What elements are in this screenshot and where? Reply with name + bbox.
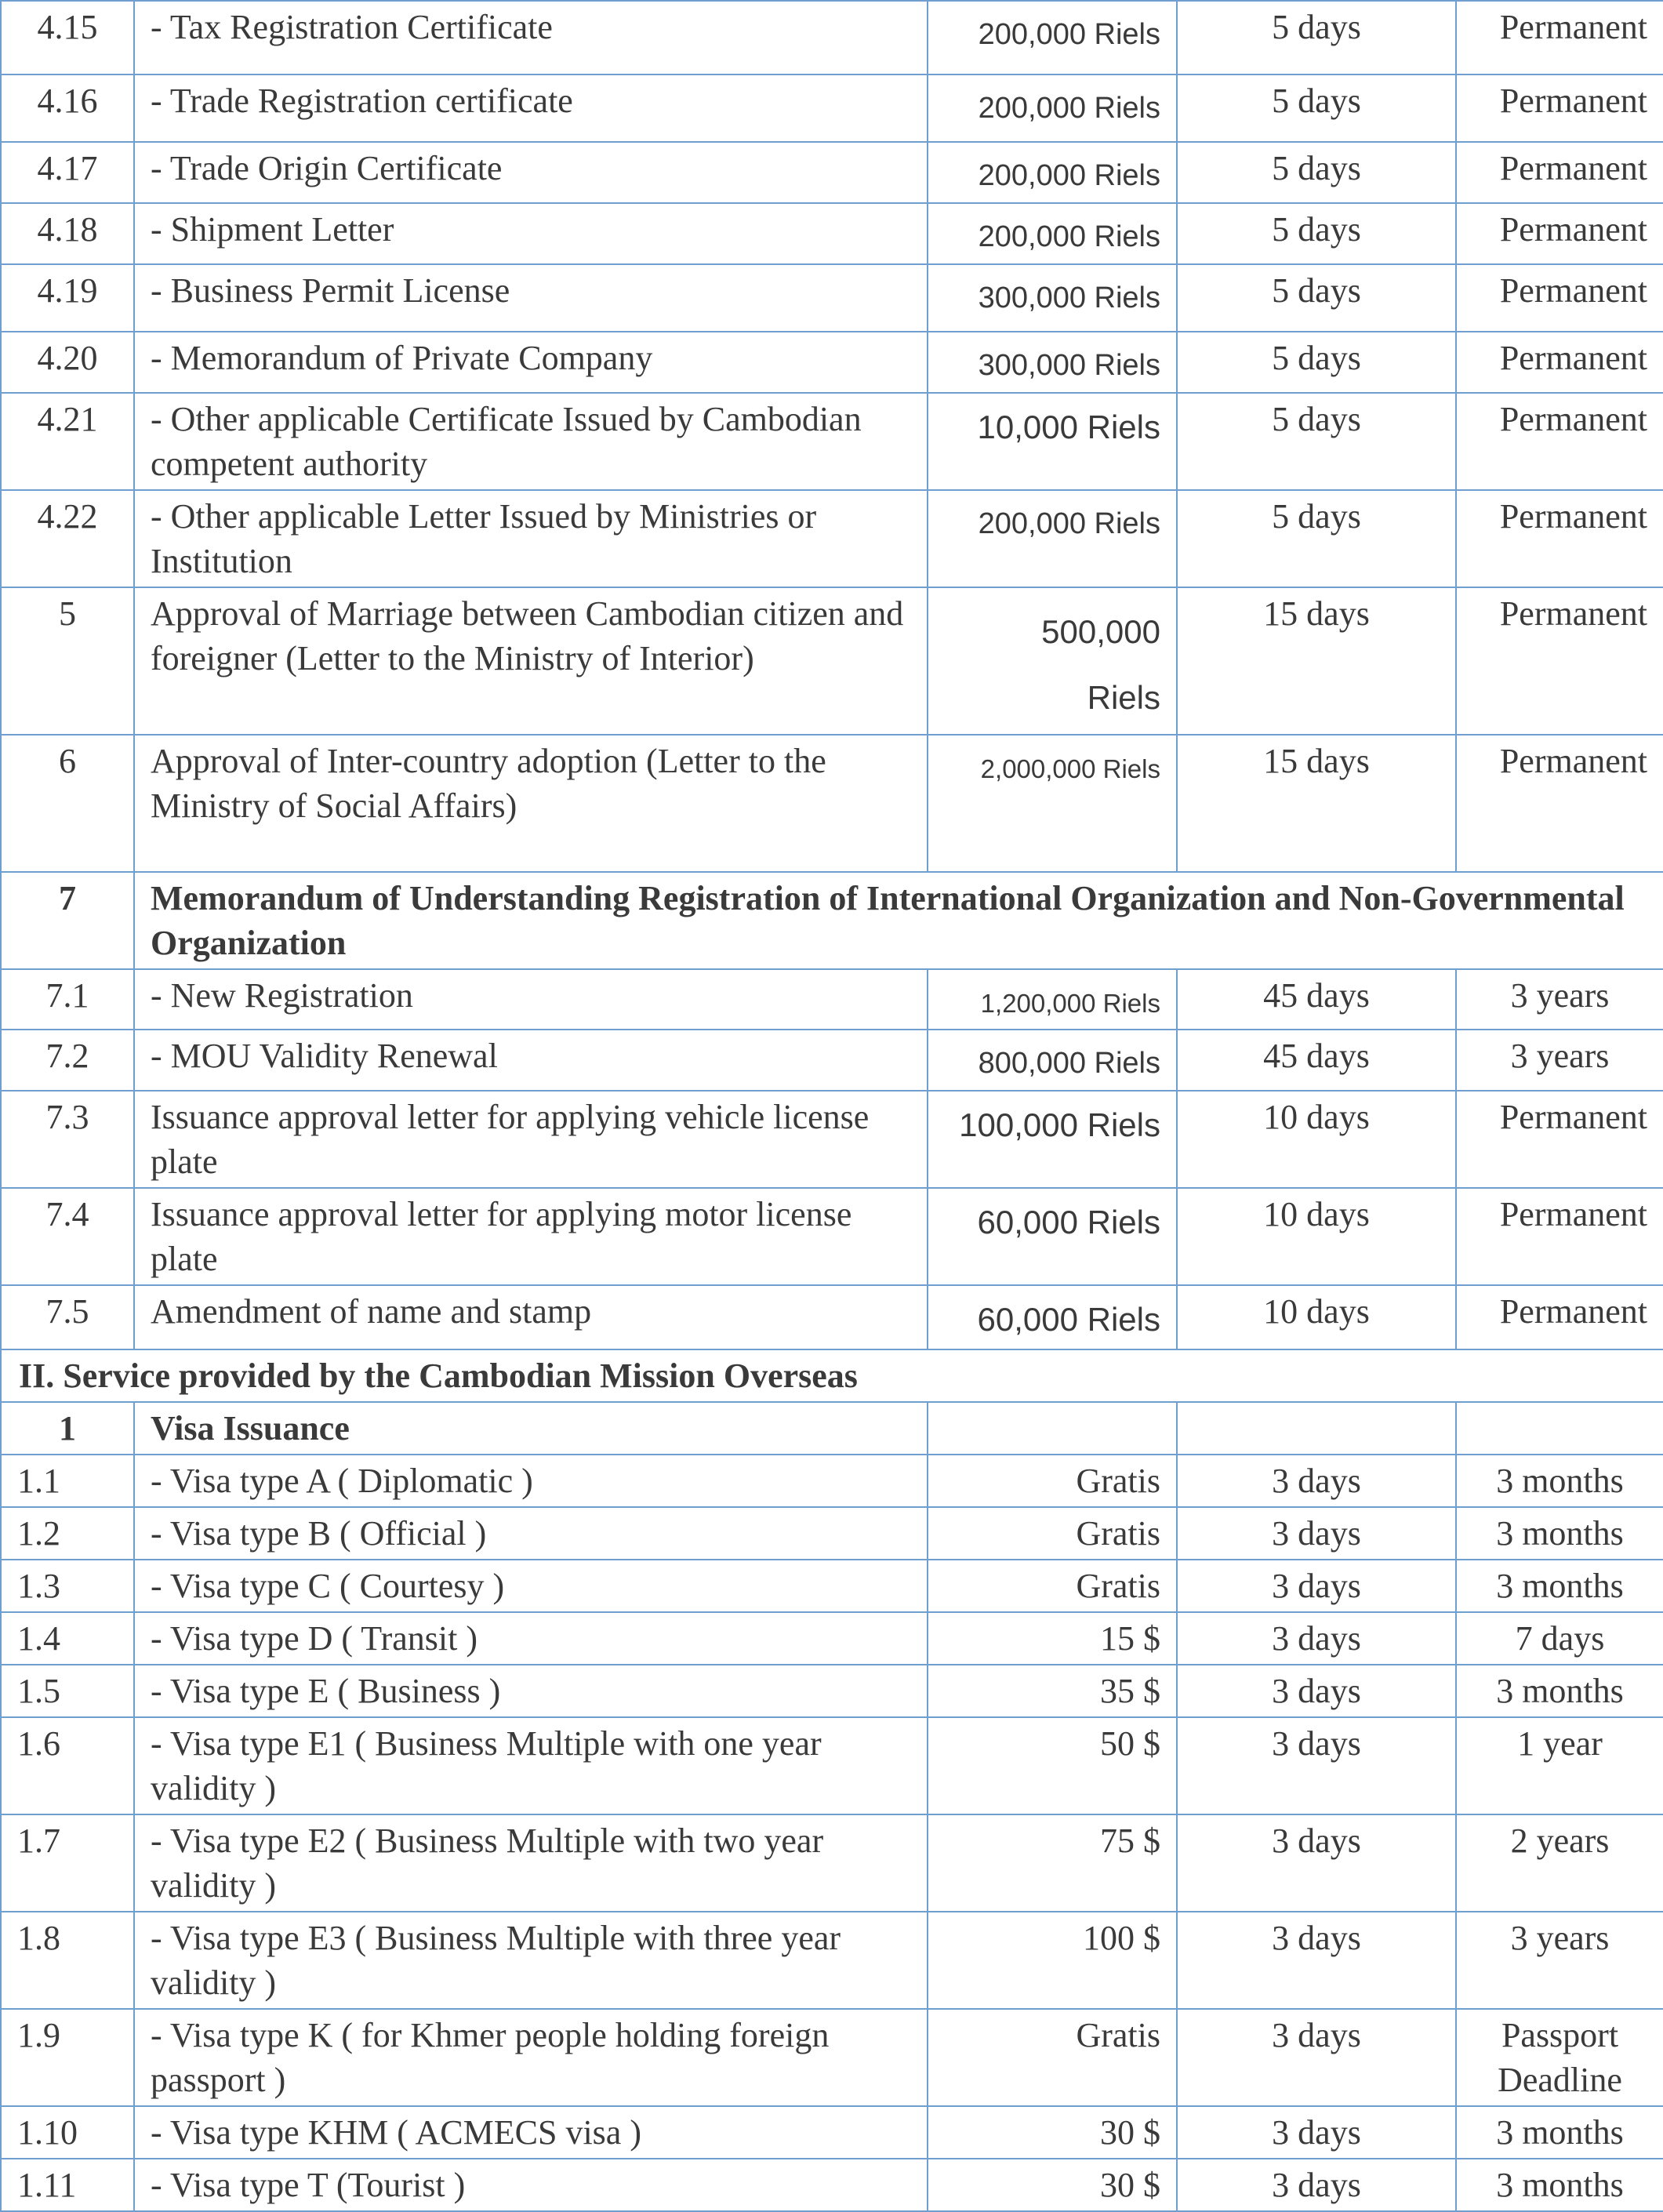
- processing-days: 15 days: [1177, 587, 1456, 735]
- table-row: [1, 393, 1663, 490]
- fee-value: 200,000 Riels: [928, 74, 1177, 142]
- table-row: [1, 1, 1663, 74]
- service-name: Approval of Marriage between Cambodian citizen and foreigner (Letter to the Ministry of Interior): [134, 587, 928, 735]
- service-name: - MOU Validity Renewal: [134, 1030, 928, 1091]
- validity-value: Permanent: [1456, 1, 1663, 74]
- item-number: 1.7: [1, 1814, 134, 1912]
- service-name: Amendment of name and stamp: [134, 1285, 928, 1349]
- table-row: [1, 1455, 1663, 1507]
- processing-days: 45 days: [1177, 1030, 1456, 1091]
- validity-value: 3 months: [1456, 2159, 1663, 2211]
- validity-value: 3 months: [1456, 1455, 1663, 1507]
- section-ii-title: II. Service provided by the Cambodian Mission Overseas: [1, 1349, 1663, 1402]
- service-name: - Visa type K ( for Khmer people holding foreign passport ): [134, 2009, 928, 2106]
- fee-value: Gratis: [928, 1455, 1177, 1507]
- service-name: Approval of Inter-country adoption (Letter to the Ministry of Social Affairs): [134, 735, 928, 872]
- visa-section-header: [1, 1402, 1663, 1455]
- processing-days: 5 days: [1177, 332, 1456, 393]
- service-name: - Trade Origin Certificate: [134, 142, 928, 203]
- item-number: 4.15: [1, 1, 134, 74]
- validity-value: 1 year: [1456, 1717, 1663, 1814]
- table-row: [1, 1030, 1663, 1091]
- item-number: 4.16: [1, 74, 134, 142]
- processing-days: 5 days: [1177, 393, 1456, 490]
- empty-cell: [1177, 1402, 1456, 1455]
- table-row: [1, 2106, 1663, 2159]
- item-number: 7.5: [1, 1285, 134, 1349]
- validity-value: 3 months: [1456, 1507, 1663, 1560]
- service-name: - Visa type E1 ( Business Multiple with one year validity ): [134, 1717, 928, 1814]
- processing-days: 5 days: [1177, 490, 1456, 587]
- table-row: [1, 2009, 1663, 2106]
- service-name: - Visa type T (Tourist ): [134, 2159, 928, 2211]
- validity-value: 3 years: [1456, 969, 1663, 1030]
- fee-amount: 500,000: [1041, 613, 1160, 650]
- validity-value: Permanent: [1456, 74, 1663, 142]
- table-row: [1, 74, 1663, 142]
- service-name: - Memorandum of Private Company: [134, 332, 928, 393]
- item-number: 7.3: [1, 1091, 134, 1188]
- service-name: - Visa type B ( Official ): [134, 1507, 928, 1560]
- item-number: 4.20: [1, 332, 134, 393]
- table-row: [1, 1665, 1663, 1717]
- fee-value: 200,000 Riels: [928, 142, 1177, 203]
- fee-value: 30 $: [928, 2106, 1177, 2159]
- fee-currency: Riels: [1087, 679, 1160, 716]
- processing-days: 10 days: [1177, 1091, 1456, 1188]
- item-number: 4.21: [1, 393, 134, 490]
- fee-value: 1,200,000 Riels: [928, 969, 1177, 1030]
- processing-days: 3 days: [1177, 1612, 1456, 1665]
- fee-value: 200,000 Riels: [928, 203, 1177, 264]
- item-number: 4.22: [1, 490, 134, 587]
- table-row: [1, 1912, 1663, 2009]
- validity-value: Permanent: [1456, 393, 1663, 490]
- item-number: 7.1: [1, 969, 134, 1030]
- item-number: 1.9: [1, 2009, 134, 2106]
- table-row: [1, 1814, 1663, 1912]
- fee-value: 2,000,000 Riels: [928, 735, 1177, 872]
- service-name: - New Registration: [134, 969, 928, 1030]
- section-ii-header: [1, 1349, 1663, 1402]
- fee-value: 35 $: [928, 1665, 1177, 1717]
- processing-days: 10 days: [1177, 1285, 1456, 1349]
- empty-cell: [928, 1402, 1177, 1455]
- service-name: Issuance approval letter for applying motor license plate: [134, 1188, 928, 1285]
- fee-value: 300,000 Riels: [928, 264, 1177, 332]
- processing-days: 15 days: [1177, 735, 1456, 872]
- validity-value: Permanent: [1456, 142, 1663, 203]
- service-name: - Business Permit License: [134, 264, 928, 332]
- table-row: [1, 587, 1663, 735]
- item-number: 1.5: [1, 1665, 134, 1717]
- processing-days: 5 days: [1177, 74, 1456, 142]
- fee-value: 200,000 Riels: [928, 1, 1177, 74]
- processing-days: 5 days: [1177, 142, 1456, 203]
- processing-days: 3 days: [1177, 2009, 1456, 2106]
- fee-value: 300,000 Riels: [928, 332, 1177, 393]
- item-number: 1.3: [1, 1560, 134, 1612]
- validity-value: Passport Deadline: [1456, 2009, 1663, 2106]
- fee-value: 100,000 Riels: [928, 1091, 1177, 1188]
- section-number: 1: [1, 1402, 134, 1455]
- service-name: - Other applicable Letter Issued by Ministries or Institution: [134, 490, 928, 587]
- item-number: 7.2: [1, 1030, 134, 1091]
- fee-value: 10,000 Riels: [928, 393, 1177, 490]
- processing-days: 3 days: [1177, 1455, 1456, 1507]
- mou-section-header: [1, 872, 1663, 969]
- table-row: [1, 264, 1663, 332]
- table-row: [1, 1091, 1663, 1188]
- processing-days: 3 days: [1177, 2159, 1456, 2211]
- item-number: 7.4: [1, 1188, 134, 1285]
- service-name: - Visa type D ( Transit ): [134, 1612, 928, 1665]
- validity-value: 3 years: [1456, 1030, 1663, 1091]
- item-number: 4.18: [1, 203, 134, 264]
- validity-value: 3 months: [1456, 2106, 1663, 2159]
- table-row: [1, 969, 1663, 1030]
- item-number: 1.6: [1, 1717, 134, 1814]
- table-row: [1, 332, 1663, 393]
- item-number: 4.19: [1, 264, 134, 332]
- fee-value: 60,000 Riels: [928, 1285, 1177, 1349]
- processing-days: 3 days: [1177, 1507, 1456, 1560]
- fee-value: 15 $: [928, 1612, 1177, 1665]
- service-name: - Visa type C ( Courtesy ): [134, 1560, 928, 1612]
- validity-value: 3 months: [1456, 1560, 1663, 1612]
- item-number: 5: [1, 587, 134, 735]
- fee-value: 800,000 Riels: [928, 1030, 1177, 1091]
- fee-value: Gratis: [928, 1507, 1177, 1560]
- section-title: Visa Issuance: [134, 1402, 928, 1455]
- processing-days: 3 days: [1177, 1912, 1456, 2009]
- fee-value: 100 $: [928, 1912, 1177, 2009]
- table-row: [1, 490, 1663, 587]
- item-number: 1.11: [1, 2159, 134, 2211]
- table-row: [1, 1285, 1663, 1349]
- processing-days: 5 days: [1177, 264, 1456, 332]
- item-number: 6: [1, 735, 134, 872]
- section-number: 7: [1, 872, 134, 969]
- fee-value: 200,000 Riels: [928, 490, 1177, 587]
- validity-value: Permanent: [1456, 264, 1663, 332]
- service-name: - Visa type E2 ( Business Multiple with two year validity ): [134, 1814, 928, 1912]
- item-number: 1.2: [1, 1507, 134, 1560]
- processing-days: 45 days: [1177, 969, 1456, 1030]
- table-row: [1, 1188, 1663, 1285]
- service-name: - Visa type KHM ( ACMECS visa ): [134, 2106, 928, 2159]
- fee-value: [928, 587, 1177, 735]
- validity-value: Permanent: [1456, 587, 1663, 735]
- fee-value: 75 $: [928, 1814, 1177, 1912]
- validity-value: Permanent: [1456, 332, 1663, 393]
- processing-days: 5 days: [1177, 203, 1456, 264]
- fee-value: 30 $: [928, 2159, 1177, 2211]
- item-number: 1.10: [1, 2106, 134, 2159]
- validity-value: 7 days: [1456, 1612, 1663, 1665]
- table-row: [1, 1717, 1663, 1814]
- service-name: - Trade Registration certificate: [134, 74, 928, 142]
- service-name: - Shipment Letter: [134, 203, 928, 264]
- processing-days: 3 days: [1177, 1665, 1456, 1717]
- item-number: 1.4: [1, 1612, 134, 1665]
- service-name: - Tax Registration Certificate: [134, 1, 928, 74]
- service-name: - Visa type E ( Business ): [134, 1665, 928, 1717]
- empty-cell: [1456, 1402, 1663, 1455]
- fee-value: 60,000 Riels: [928, 1188, 1177, 1285]
- validity-value: Permanent: [1456, 735, 1663, 872]
- processing-days: 3 days: [1177, 1560, 1456, 1612]
- service-name: - Other applicable Certificate Issued by Cambodian competent authority: [134, 393, 928, 490]
- section-title: Memorandum of Understanding Registration of International Organization and Non-Governmental Organization: [134, 872, 1663, 969]
- validity-value: Permanent: [1456, 1188, 1663, 1285]
- table-row: [1, 2159, 1663, 2211]
- table-row: [1, 1507, 1663, 1560]
- service-name: Issuance approval letter for applying vehicle license plate: [134, 1091, 928, 1188]
- validity-value: Permanent: [1456, 490, 1663, 587]
- validity-value: Permanent: [1456, 1091, 1663, 1188]
- validity-value: 2 years: [1456, 1814, 1663, 1912]
- validity-value: 3 months: [1456, 1665, 1663, 1717]
- table-row: [1, 1560, 1663, 1612]
- processing-days: 3 days: [1177, 1717, 1456, 1814]
- fee-value: Gratis: [928, 1560, 1177, 1612]
- service-name: - Visa type A ( Diplomatic ): [134, 1455, 928, 1507]
- processing-days: 5 days: [1177, 1, 1456, 74]
- processing-days: 3 days: [1177, 2106, 1456, 2159]
- service-name: - Visa type E3 ( Business Multiple with three year validity ): [134, 1912, 928, 2009]
- processing-days: 3 days: [1177, 1814, 1456, 1912]
- item-number: 1.1: [1, 1455, 134, 1507]
- table-row: [1, 735, 1663, 872]
- validity-value: Permanent: [1456, 1285, 1663, 1349]
- item-number: 4.17: [1, 142, 134, 203]
- fee-value: 50 $: [928, 1717, 1177, 1814]
- table-row: [1, 142, 1663, 203]
- table-row: [1, 1612, 1663, 1665]
- validity-value: Permanent: [1456, 203, 1663, 264]
- fee-value: Gratis: [928, 2009, 1177, 2106]
- table-row: [1, 203, 1663, 264]
- processing-days: 10 days: [1177, 1188, 1456, 1285]
- validity-value: 3 years: [1456, 1912, 1663, 2009]
- item-number: 1.8: [1, 1912, 134, 2009]
